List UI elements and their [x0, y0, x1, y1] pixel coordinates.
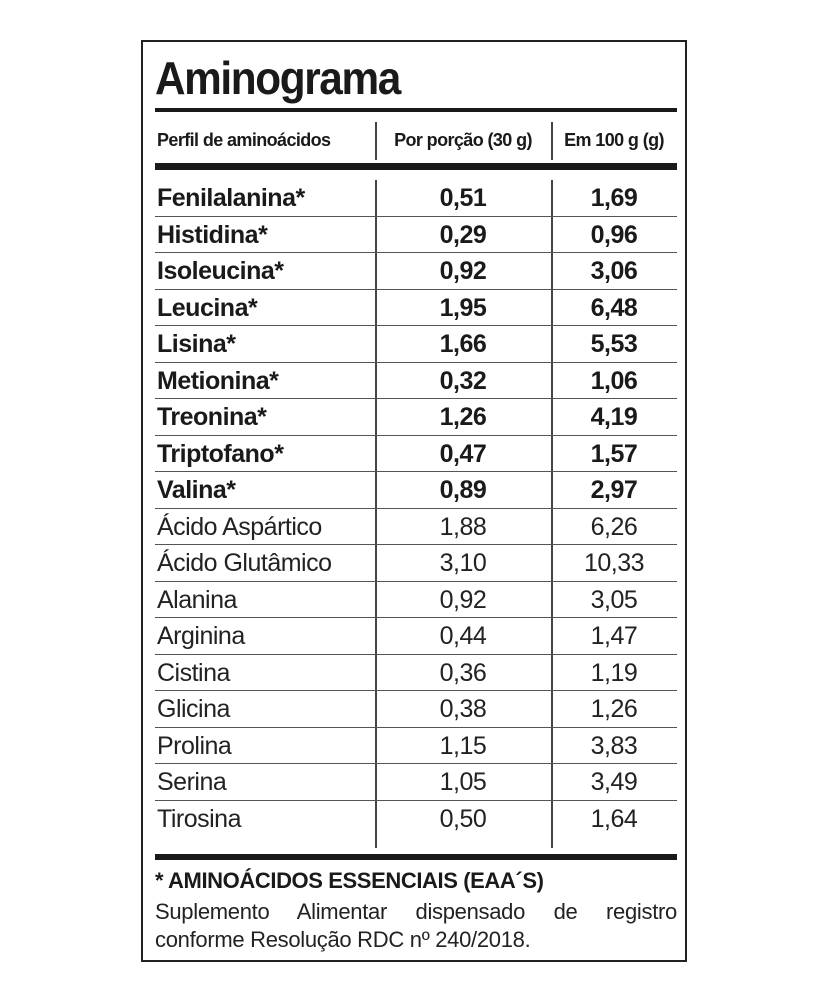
table-row — [155, 545, 677, 582]
header-portion: Por porção (30 g) — [394, 130, 532, 150]
amino-name: Fenilalanina* — [157, 184, 305, 212]
portion-value: 1,15 — [439, 731, 487, 760]
portion-value: 0,89 — [439, 476, 487, 504]
amino-name: Valina* — [157, 476, 236, 504]
legal-text: Suplemento Alimentar dispensado de registro conforme Resolução RDC nº 240/2018. — [155, 899, 677, 952]
amino-name: Ácido Aspártico — [157, 512, 322, 541]
amino-name: Tirosina — [157, 804, 241, 833]
amino-name: Serina — [157, 768, 227, 796]
portion-value: 0,32 — [439, 366, 487, 395]
table-row — [155, 217, 677, 254]
header-100g: Em 100 g (g) — [564, 130, 664, 150]
header-divider — [155, 163, 677, 170]
per100-value: 6,26 — [590, 512, 638, 541]
amino-table — [155, 180, 677, 837]
per100-value: 3,05 — [590, 585, 638, 614]
table-row — [155, 764, 677, 801]
amino-name: Isoleucina* — [157, 257, 284, 285]
table-row — [155, 290, 677, 327]
amino-name: Ácido Glutâmico — [157, 549, 332, 577]
per100-value: 4,19 — [590, 403, 638, 431]
portion-value: 1,95 — [439, 293, 487, 322]
portion-value: 0,44 — [439, 622, 487, 650]
portion-value: 0,29 — [439, 220, 487, 249]
portion-value: 0,50 — [439, 804, 487, 833]
amino-name: Leucina* — [157, 293, 258, 322]
footer-divider — [155, 854, 677, 860]
table-row — [155, 436, 677, 473]
amino-name: Alanina — [157, 585, 237, 614]
portion-value: 0,38 — [439, 695, 487, 723]
amino-name: Lisina* — [157, 330, 236, 358]
per100-value: 5,53 — [590, 330, 638, 358]
amino-name: Histidina* — [157, 220, 268, 249]
portion-value: 0,92 — [439, 585, 487, 614]
per100-value: 1,64 — [590, 804, 638, 833]
per100-value: 1,57 — [590, 439, 638, 468]
page-title: Aminograma — [155, 52, 400, 104]
per100-value: 1,47 — [590, 622, 638, 650]
amino-name: Cistina — [157, 658, 230, 687]
table-row — [155, 509, 677, 546]
per100-value: 1,19 — [590, 658, 638, 687]
portion-value: 0,51 — [439, 184, 487, 212]
per100-value: 0,96 — [590, 220, 638, 249]
per100-value: 1,06 — [590, 366, 638, 395]
amino-name: Treonina* — [157, 403, 267, 431]
essential-note: * AMINOÁCIDOS ESSENCIAIS (EAA´S) — [155, 868, 544, 893]
per100-value: 2,97 — [590, 476, 638, 504]
table-row — [155, 253, 677, 290]
per100-value: 1,26 — [590, 695, 638, 723]
amino-name: Glicina — [157, 695, 230, 723]
per100-value: 3,06 — [590, 257, 638, 285]
portion-value: 1,26 — [439, 403, 487, 431]
table-row — [155, 180, 677, 217]
amino-name: Prolina — [157, 731, 232, 760]
header-profile: Perfil de aminoácidos — [157, 130, 331, 150]
per100-value: 6,48 — [590, 293, 638, 322]
table-row — [155, 582, 677, 619]
table-row — [155, 655, 677, 692]
portion-value: 1,66 — [439, 330, 487, 358]
portion-value: 1,05 — [439, 768, 487, 796]
table-row — [155, 691, 677, 728]
portion-value: 1,88 — [439, 512, 487, 541]
table-row — [155, 399, 677, 436]
table-row — [155, 618, 677, 655]
per100-value: 3,83 — [590, 731, 638, 760]
table-row — [155, 728, 677, 765]
per100-value: 3,49 — [590, 768, 638, 796]
amino-name: Arginina — [157, 622, 245, 650]
amino-name: Triptofano* — [157, 439, 284, 468]
table-row — [155, 363, 677, 400]
aminogram-panel — [141, 40, 687, 962]
table-row — [155, 326, 677, 363]
table-row — [155, 472, 677, 509]
per100-value: 1,69 — [590, 184, 638, 212]
portion-value: 3,10 — [439, 549, 487, 577]
portion-value: 0,47 — [439, 439, 487, 468]
title-divider — [155, 108, 677, 112]
table-row — [155, 801, 677, 838]
portion-value: 0,92 — [439, 257, 487, 285]
amino-name: Metionina* — [157, 366, 279, 395]
portion-value: 0,36 — [439, 658, 487, 687]
per100-value: 10,33 — [583, 549, 645, 577]
